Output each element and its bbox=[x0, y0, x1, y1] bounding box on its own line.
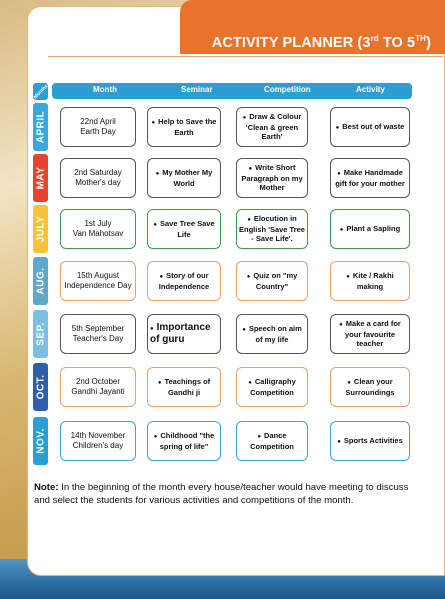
activity-cell bbox=[330, 314, 410, 354]
competition-text: ● Elocution in English 'Save Tree - Save Life'. bbox=[239, 214, 305, 243]
months-corner-label: Months bbox=[32, 83, 49, 100]
activity-text: ● Make Handmade gift for your mother bbox=[333, 168, 407, 188]
competition-text: ● Dance Competition bbox=[239, 431, 305, 451]
seminar-cell bbox=[147, 107, 221, 147]
month-cell bbox=[60, 209, 136, 249]
seminar-cell bbox=[147, 158, 221, 198]
seminar-text: ● My Mother My World bbox=[150, 168, 218, 188]
month-tab bbox=[33, 205, 48, 253]
seminar-cell bbox=[147, 261, 221, 301]
month-occasion: Van Mahotsav bbox=[72, 229, 124, 238]
month-cell bbox=[60, 421, 136, 461]
month-occasion: Gandhi Jayanti bbox=[71, 387, 125, 396]
month-date: 1st July bbox=[84, 219, 112, 228]
activity-cell bbox=[330, 209, 410, 249]
month-tab bbox=[33, 103, 48, 151]
month-tab-label: OCT. bbox=[35, 374, 46, 400]
month-cell bbox=[60, 314, 136, 354]
month-tab bbox=[33, 363, 48, 411]
activity-text: ● Sports Activities bbox=[337, 436, 403, 447]
month-occasion: Children's day bbox=[72, 441, 124, 450]
table-header bbox=[52, 83, 412, 99]
activity-text: ● Clean your Surroundings bbox=[333, 377, 407, 397]
activity-text: ● Plant a Sapling bbox=[340, 224, 400, 235]
competition-cell bbox=[236, 107, 308, 147]
page-title: ACTIVITY PLANNER (3rd TO 5TH) bbox=[211, 34, 431, 51]
month-cell bbox=[60, 261, 136, 301]
activity-text: ● Kite / Rakhi making bbox=[333, 271, 407, 291]
competition-text: ● Quiz on "my Country" bbox=[239, 271, 305, 291]
seminar-text: ● Save Tree Save Life bbox=[150, 219, 218, 239]
competition-text: ● Calligraphy Competition bbox=[239, 377, 305, 397]
month-date: 14th November bbox=[70, 431, 126, 440]
activity-cell bbox=[330, 367, 410, 407]
activity-cell bbox=[330, 107, 410, 147]
month-date: 2nd October bbox=[75, 377, 121, 386]
header-month: Month bbox=[93, 85, 117, 94]
month-tab-label: MAY bbox=[35, 166, 46, 190]
month-tab bbox=[33, 310, 48, 358]
activity-cell bbox=[330, 158, 410, 198]
seminar-text: ● Story of our Independence bbox=[150, 271, 218, 291]
competition-text: ● Write Short Paragraph on my Mother bbox=[239, 163, 305, 192]
month-occasion: Mother's day bbox=[75, 178, 121, 187]
month-tab-label: AUG. bbox=[35, 267, 46, 295]
month-occasion: Independence Day bbox=[64, 281, 132, 290]
month-cell bbox=[60, 107, 136, 147]
seminar-cell bbox=[147, 314, 221, 354]
competition-cell bbox=[236, 421, 308, 461]
month-date: 5th September bbox=[71, 324, 125, 333]
seminar-cell bbox=[147, 421, 221, 461]
header-seminar: Seminar bbox=[181, 85, 213, 94]
month-occasion: Earth Day bbox=[80, 127, 116, 136]
seminar-text: ● Teachings of Gandhi ji bbox=[150, 377, 218, 397]
seminar-cell bbox=[147, 209, 221, 249]
activity-text: ● Make a card for your favourite teacher bbox=[333, 319, 407, 348]
competition-cell bbox=[236, 367, 308, 407]
month-tab bbox=[33, 257, 48, 305]
month-tab bbox=[33, 154, 48, 202]
month-tab-label: APRIL bbox=[35, 110, 46, 144]
activity-cell bbox=[330, 421, 410, 461]
header-activity: Activity bbox=[356, 85, 385, 94]
competition-text: ● Speech on aim of my life bbox=[239, 324, 305, 344]
seminar-text: ● Help to Save the Earth bbox=[150, 117, 218, 137]
month-tab-label: SEP. bbox=[35, 322, 46, 346]
month-date: 22nd April bbox=[80, 117, 116, 126]
competition-cell bbox=[236, 158, 308, 198]
month-tab-label: NOV. bbox=[35, 428, 46, 454]
activity-text: ● Best out of waste bbox=[336, 122, 405, 133]
header-competition: Competition bbox=[264, 85, 311, 94]
month-tab-label: JULY bbox=[35, 215, 46, 243]
month-date: 2nd Saturday bbox=[74, 168, 122, 177]
seminar-text: ● Childhood "the spring of life" bbox=[150, 431, 218, 451]
month-occasion: Teacher's Day bbox=[72, 334, 124, 343]
activity-cell bbox=[330, 261, 410, 301]
competition-cell bbox=[236, 314, 308, 354]
competition-cell bbox=[236, 261, 308, 301]
note-text: Note: In the beginning of the month every house/teacher would have meeting to discuss and select the students for various activities and competitions of the month. bbox=[34, 482, 409, 506]
title-divider bbox=[48, 56, 443, 57]
month-date: 15th August bbox=[76, 271, 120, 280]
month-tab bbox=[33, 417, 48, 465]
month-cell bbox=[60, 158, 136, 198]
seminar-cell bbox=[147, 367, 221, 407]
competition-text: ● Draw & Colour 'Clean & green Earth' bbox=[239, 112, 305, 141]
seminar-text: ● Importance of guru bbox=[150, 322, 218, 347]
month-cell bbox=[60, 367, 136, 407]
competition-cell bbox=[236, 209, 308, 249]
